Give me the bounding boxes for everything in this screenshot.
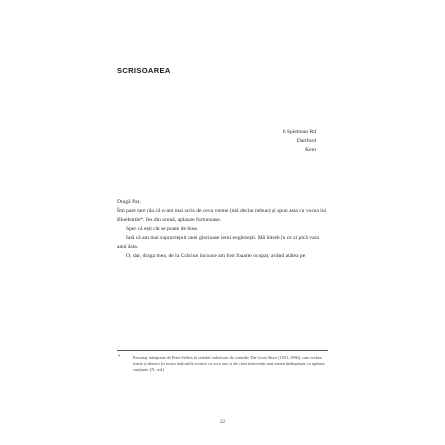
paragraph-1: Îmi pare tare rău că n-am mai scris de ceva vreme (mă declar nebun) și spun asta cu vocea lui Bluebottle*. Ies din scenă, aplauze furtunoase. <box>117 208 327 224</box>
footnote-text: Personaj interpretat de Peter Sellers în serialul radiofonic de comedie The Goon Show (1951–1960), care vorbea foarte și deseori își rostea indicațiile scenice cu voce tare și ale cărei intervenții sunt mereu întâmpinate cu aplauze susținute. (N. red.) <box>133 355 325 373</box>
address-line-street: 6 Spielman Rd <box>282 129 316 135</box>
section-title: SCRISOAREA <box>117 66 171 75</box>
address-line-county: Kent <box>305 147 316 153</box>
sender-address <box>283 128 316 155</box>
letter-body <box>117 207 327 262</box>
salutation: Dragă Pat, <box>117 199 141 205</box>
footnote-divider <box>117 350 328 351</box>
paragraph-4: O, dar, draga mea, de la Crăciun încoace am fost foaarte ocupat, având atâtea pe <box>126 253 306 260</box>
footnote <box>118 355 326 374</box>
paragraph-3: Iată că am mai supraviețuit unei glorioase ierni englezești. Mă întreb în ce zi pică vara anul ăsta. <box>117 235 319 251</box>
page-number: 22 <box>219 419 226 425</box>
paragraph-2: Sper că ești cât se poate de bine. <box>126 226 199 233</box>
footnote-mark: * <box>118 355 121 360</box>
address-line-town: Dartford <box>296 138 316 144</box>
